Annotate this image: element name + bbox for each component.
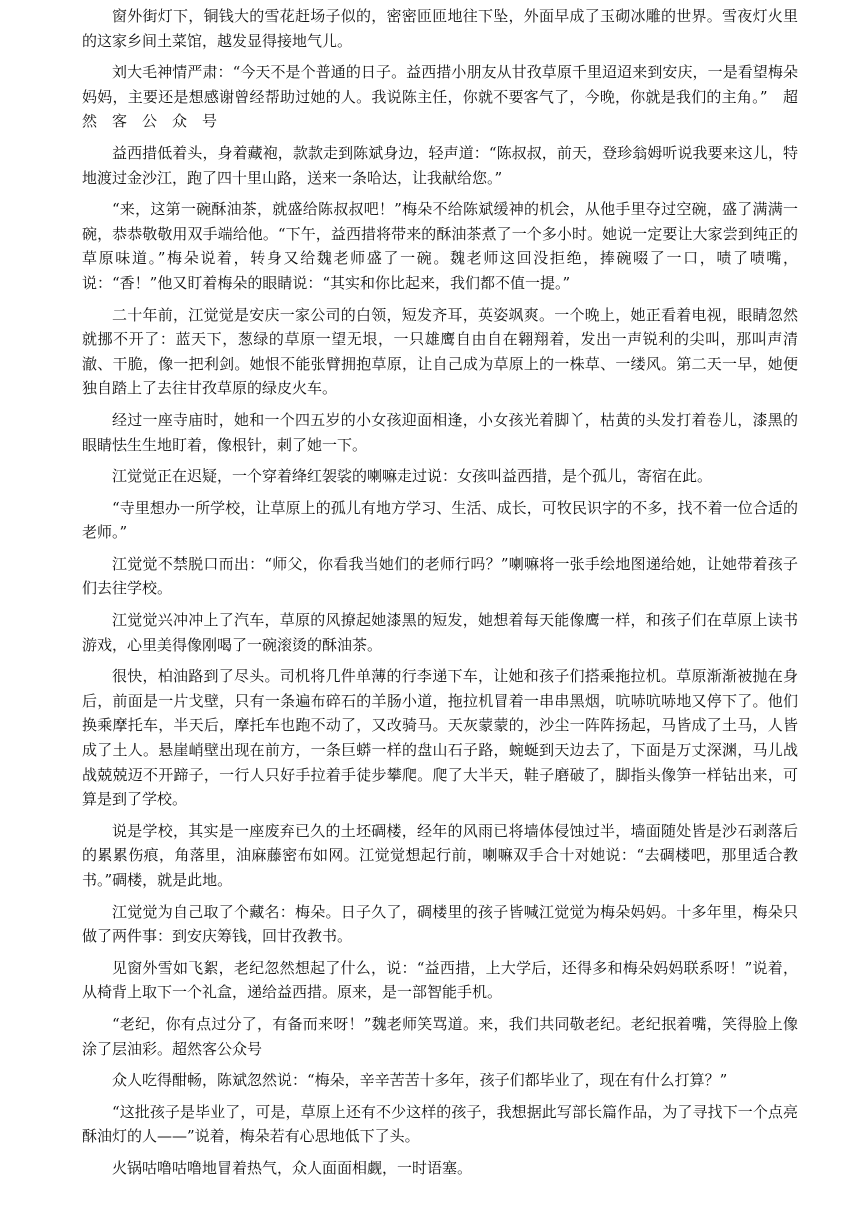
paragraph-3: 益西措低着头，身着藏袍，款款走到陈斌身边，轻声道：“陈叔叔，前天，登珍翁姆听说我要来这儿，特地渡过金沙江，跑了四十里山路，送来一条哈达，让我献给您。”	[82, 143, 798, 187]
paragraph-18: 火锅咕噜咕噜地冒着热气，众人面面相觑，一时语塞。	[112, 1158, 473, 1177]
paragraph-13: 江觉觉为自己取了个藏名：梅朵。日子久了，碉楼里的孩子皆喊江觉觉为梅朵妈妈。十多年里，梅朵只做了两件事：到安庆筹钱，回甘孜教书。	[82, 902, 798, 946]
paragraph-4: “来，这第一碗酥油茶，就盛给陈叔叔吧！”梅朵不给陈斌缓神的机会，从他手里夺过空碗，盛了满满一碗，恭恭敬敬用双手端给他。“下午，益西措将带来的酥油茶煮了一个多小时。她说一定要让大家尝到纯正的草原味道。”梅朵说着，转身又给魏老师盛了一碗。魏老师这回没拒绝，捧碗啜了一口，啧了啧嘴，说：“香！”他又盯着梅朵的眼睛说：“其实和你比起来，我们都不值一提。”	[82, 200, 798, 292]
paragraph-14: 见窗外雪如飞絮，老纪忽然想起了什么，说：“益西措，上大学后，还得多和梅朵妈妈联系呀！”说着，从椅背上取下一个礼盒，递给益西措。原来，是一部智能手机。	[82, 958, 798, 1002]
paragraph-1: 窗外街灯下，铜钱大的雪花赶场子似的，密密匝匝地往下坠，外面早成了玉砌冰雕的世界。雪夜灯火里的这家乡间土菜馆，越发显得接地气儿。	[82, 7, 798, 50]
paragraph-10: 江觉觉兴冲冲上了汽车，草原的风撩起她漆黑的短发，她想着每天能像鹰一样，和孩子们在草原上读书游戏，心里美得像刚喝了一碗滚烫的酥油茶。	[82, 611, 798, 654]
paragraph-17: “这批孩子是毕业了，可是，草原上还有不少这样的孩子，我想据此写部长篇作品，为了寻找下一个点亮酥油灯的人——”说着，梅朵若有心思地低下了头。	[82, 1102, 798, 1146]
paragraph-11: 很快，柏油路到了尽头。司机将几件单薄的行李递下车，让她和孩子们搭乘拖拉机。草原渐渐被抛在身后，前面是一片戈壁，只有一条遍布碎石的羊肠小道，拖拉机冒着一串串黑烟，吭哧吭哧地又停下了。他们换乘摩托车，半天后，摩托车也跑不动了，又改骑马。天灰蒙蒙的，沙尘一阵阵扬起，马皆成了土马，人皆成了土人。悬崖峭壁出现在前方，一条巨蟒一样的盘山石子路，蜿蜒到天边去了，下面是万丈深渊，马儿战战兢兢迈不开蹄子，一行人只好手拉着手徒步攀爬。爬了大半天，鞋子磨破了，脚指头像笋一样钻出来，可算是到了学校。	[82, 667, 798, 809]
paragraph-5: 二十年前，江觉觉是安庆一家公司的白领，短发齐耳，英姿飒爽。一个晚上，她正看着电视，眼睛忽然就挪不开了：蓝天下，葱绿的草原一望无垠，一只雄鹰自由自在翱翔着，发出一声锐利的尖叫，那叫声清澈、干脆，像一把利剑。她恨不能张臂拥抱草原，让自己成为草原上的一株草、一缕风。第二天一早，她便独自踏上了去往甘孜草原的绿皮火车。	[82, 305, 798, 398]
paragraph-2: 刘大毛神情严肃：“今天不是个普通的日子。益西措小朋友从甘孜草原千里迢迢来到安庆，一是看望梅朵妈妈，主要还是想感谢曾经帮助过她的人。我说陈主任，你就不要客气了，今晚，你就是我们的主角。” 超 然 客 公 众 号	[82, 63, 814, 131]
paragraph-12: 说是学校，其实是一座废弃已久的土坯碉楼，经年的风雨已将墙体侵蚀过半，墙面随处皆是沙石剥落后的累累伤痕，角落里，油麻藤密布如网。江觉觉想起行前，喇嘛双手合十对她说：“去碉楼吧，那里适合教书。”碉楼，就是此地。	[82, 821, 798, 889]
paragraph-16: 众人吃得酣畅，陈斌忽然说：“梅朵，辛辛苦苦十多年，孩子们都毕业了，现在有什么打算？”	[112, 1071, 728, 1090]
paragraph-6: 经过一座寺庙时，她和一个四五岁的小女孩迎面相逢，小女孩光着脚丫，枯黄的头发打着卷儿，漆黑的眼睛怯生生地盯着，像根针，刺了她一下。	[82, 410, 798, 454]
paragraph-15: “老纪，你有点过分了，有备而来呀！”魏老师笑骂道。来，我们共同敬老纪。老纪抿着嘴，笑得脸上像涂了层油彩。超然客公众号	[82, 1014, 798, 1058]
paragraph-7: 江觉觉正在迟疑，一个穿着绛红袈裟的喇嘛走过说：女孩叫益西措，是个孤儿，寄宿在此。	[112, 467, 713, 486]
paragraph-8: “寺里想办一所学校，让草原上的孤儿有地方学习、生活、成长，可牧民识字的不多，找不着一位合适的老师。”	[82, 498, 798, 542]
paragraph-9: 江觉觉不禁脱口而出：“师父，你看我当她们的老师行吗？”喇嘛将一张手绘地图递给她，让她带着孩子们去往学校。	[82, 554, 798, 598]
